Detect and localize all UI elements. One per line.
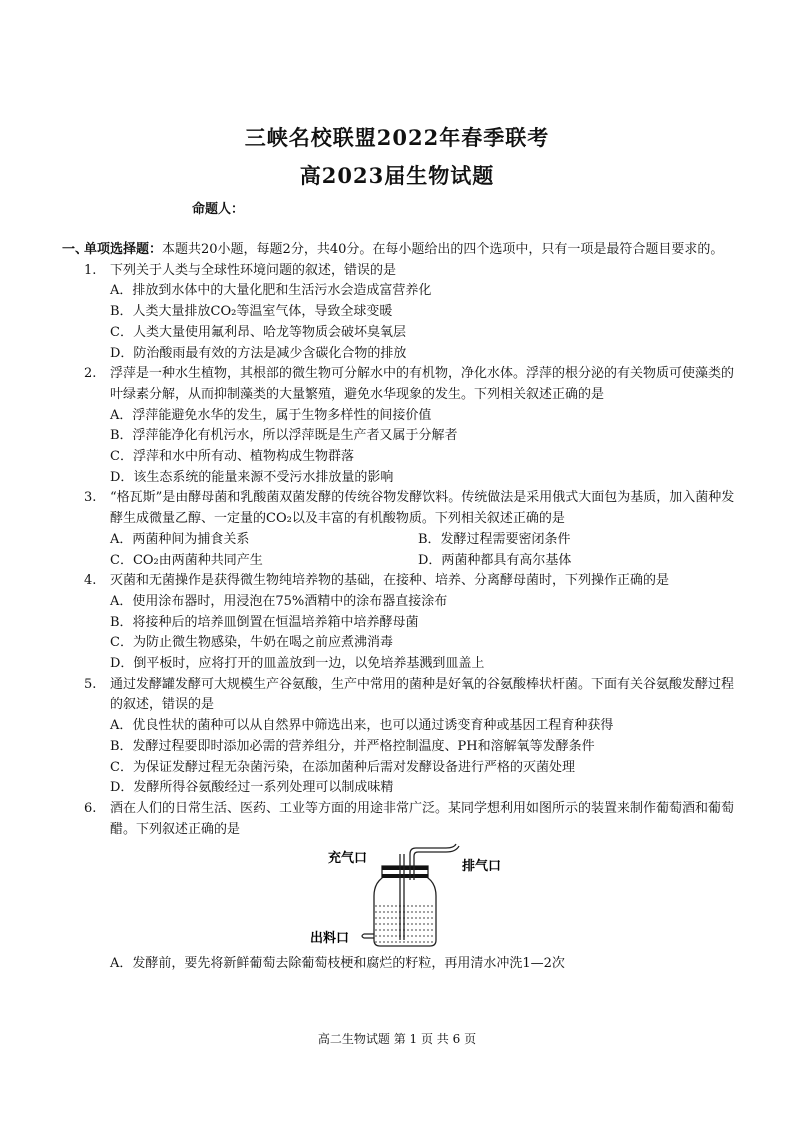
option-a: A．两菌种间为捕食关系 (110, 531, 250, 547)
fermenter-diagram (62, 840, 738, 948)
option-a: A．使用涂布器时，用浸泡在75%酒精中的涂布器直接涂布 (110, 593, 448, 609)
option-row (62, 551, 738, 572)
stopper-band (382, 866, 428, 870)
question-5 (62, 675, 738, 716)
option-b: B．人类大量排放CO₂等温室气体，导致全球变暖 (110, 304, 393, 320)
question-stem: 酒在人们的日常生活、医药、工业等方面的用途非常广泛。某同学想利用如图所示的装置来制作葡萄酒和葡萄醋。下列叙述正确的是 (110, 800, 735, 837)
section-title: 单项选择题： (84, 242, 163, 257)
option-c: C．为保证发酵过程无杂菌污染，在添加菌种后需对发酵设备进行严格的灭菌处理 (110, 759, 575, 775)
section-instructions: 本题共20小题，每题2分，共40分。在每小题给出的四个选项中，只有一项是最符合题目要求的。 (162, 242, 724, 257)
question-stem: 下列关于人类与全球性环境问题的叙述，错误的是 (110, 262, 397, 278)
author-label: 命题人： (192, 202, 245, 217)
option-d: D．发酵所得谷氨酸经过一系列处理可以制成味精 (110, 780, 394, 796)
option-a: A．发酵前，要先将新鲜葡萄去除葡萄枝梗和腐烂的籽粒，再用清水冲洗1—2次 (110, 956, 565, 972)
question-6 (62, 799, 738, 840)
question-3 (62, 488, 738, 529)
question-number: 1. (84, 262, 97, 278)
discharge-label: 出料口 (310, 931, 350, 947)
fermenter-figure (62, 840, 738, 948)
question-number: 3. (84, 490, 97, 506)
option-b: B．浮萍能净化有机污水，所以浮萍既是生产者又属于分解者 (110, 428, 458, 444)
question-stem: 浮萍是一种水生植物，其根部的微生物可分解水中的有机物，净化水体。浮萍的根分泌的有关物质可使藻类的叶绿素分解，从而抑制藻类的大量繁殖，避免水华现象的发生。下列相关叙述正确的是 (110, 366, 735, 402)
option-a: A．排放到水体中的大量化肥和生活污水会造成富营养化 (110, 283, 432, 299)
question-number: 2. (84, 366, 97, 382)
exam-subtitle: 高2023届生物试题 (299, 163, 495, 188)
option-c: C．为防止微生物感染，牛奶在喝之前应煮沸消毒 (110, 635, 393, 651)
question-2 (62, 364, 738, 405)
option-row (62, 530, 738, 551)
option-b: B．发酵过程需要密闭条件 (418, 531, 571, 547)
inlet-label: 充气口 (328, 851, 368, 867)
option-c: C．人类大量使用氟利昂、哈龙等物质会破坏臭氧层 (110, 324, 406, 340)
option-d: D．倒平板时，应将打开的皿盖放到一边，以免培养基溅到皿盖上 (110, 656, 485, 672)
outlet-label: 排气口 (462, 859, 502, 875)
option-d: D．两菌种都具有高尔基体 (418, 552, 572, 568)
option-a: A．优良性状的菌种可以从自然界中筛选出来，也可以通过诱变育种或基因工程育种获得 (110, 718, 614, 734)
page-footer: 高二生物试题 第 1 页 共 6 页 (317, 1032, 477, 1046)
question-number: 5. (84, 676, 97, 692)
question-stem: 通过发酵罐发酵可大规模生产谷氨酸，生产中常用的菌种是好氧的谷氨酸棒状杆菌。下面有关谷氨酸发酵过程的叙述，错误的是 (110, 676, 735, 713)
option-c: C．浮萍和水中所有动、植物构成生物群落 (110, 449, 354, 465)
question-stem: “格瓦斯”是由酵母菌和乳酸菌双菌发酵的传统谷物发酵饮料。传统做法是采用俄式大面包为基质，加入菌种发酵生成微量乙醇、一定量的CO₂以及丰富的有机酸物质。下列相关叙述正确的是 (110, 490, 735, 527)
question-4 (62, 571, 738, 592)
exam-body (62, 240, 738, 975)
option-b: B．将接种后的培养皿倒置在恒温培养箱中培养酵母菌 (110, 614, 419, 630)
discharge-tap (362, 934, 374, 938)
question-number: 6. (84, 800, 97, 816)
stopper-band (382, 874, 428, 878)
option-d: D．该生态系统的能量来源不受污水排放量的影响 (110, 469, 394, 485)
question-stem: 灭菌和无菌操作是获得微生物纯培养物的基础，在接种、培养、分离酵母菌时，下列操作正确的是 (110, 573, 670, 589)
option-c: C．CO₂由两菌种共同产生 (110, 552, 263, 568)
option-d: D．防治酸雨最有效的方法是减少含碳化合物的排放 (110, 345, 407, 361)
section-heading (62, 240, 738, 261)
question-number: 4. (84, 573, 97, 589)
option-b: B．发酵过程要即时添加必需的营养组分，并严格控制温度、PH和溶解氧等发酵条件 (110, 738, 595, 754)
section-number: 一、 (62, 242, 89, 257)
option-a: A．浮萍能避免水华的发生，属于生物多样性的间接价值 (110, 407, 432, 423)
question-1 (62, 261, 738, 282)
exam-title: 三峡名校联盟2022年春季联考 (244, 125, 550, 150)
